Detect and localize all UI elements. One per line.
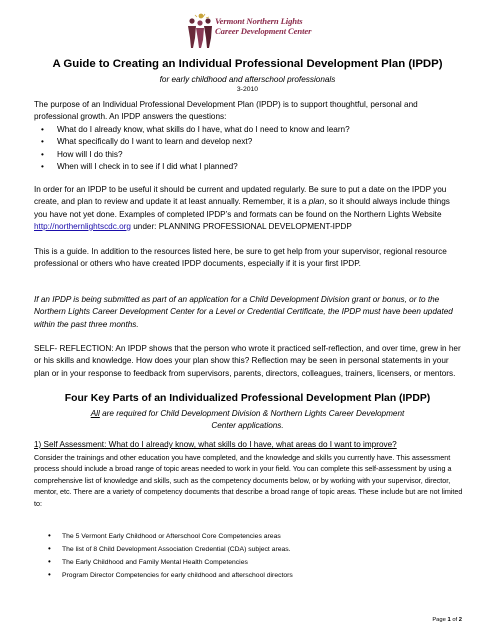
all-emphasis: All [90, 409, 100, 418]
para2-text-a: In order for an IPDP to be useful it should be current and updated regularly. Be sure to put a date on the IPDP you create, and plan to review and update it at least annually. Remember, it is a [34, 185, 447, 207]
list-item: • The 5 Vermont Early Childhood or Afterschool Core Competencies areas [62, 530, 462, 543]
page-of: of [450, 617, 459, 623]
list-item: • The list of 8 Child Development Association Credential (CDA) subject areas. [62, 543, 462, 556]
logo-line-2: Career Development Center [215, 26, 312, 36]
subheading-rest: are required for Child Development Division & Northern Lights Career Development Center applications. [99, 409, 405, 431]
para2-emphasis: plan [308, 197, 325, 207]
self-assessment-heading: 1) Self Assessment: What do I already know, what skills do I have, what areas do I want to improve? [34, 440, 397, 449]
list-item: • Program Director Competencies for early childhood and afterschool directors [62, 569, 462, 582]
guide-paragraph: This is a guide. In addition to the resources listed here, be sure to get help from your supervisor, regional resource professional or others who have created IPDP documents, especially if it is your first IPDP. [34, 247, 447, 269]
people-figures-icon [185, 12, 215, 48]
questions-list [57, 124, 457, 173]
intro-paragraph: The purpose of an Individual Professional Development Plan (IPDP) is to support thoughtful, personal and professional growth. An IPDP answers the questions: [34, 100, 418, 122]
page-total: 2 [458, 617, 462, 623]
section-subheading [80, 408, 415, 433]
self-reflection-paragraph: SELF- REFLECTION: An IPDP shows that the person who wrote it practiced self-reflection, and over time, grew in her or his skills and knowledge. How does your plan show this? Reflection may be seen in personal statements in your plan or in your response to feedback from supervisors, parents, directors, colleagues, trainers, licensers, or mentors. [34, 344, 461, 378]
document-date: 3-2010 [236, 86, 259, 93]
competencies-list [62, 530, 462, 582]
para2-text-c: under: PLANNING PROFESSIONAL DEVELOPMENT-IPDP [130, 221, 352, 231]
currency-paragraph [34, 184, 462, 233]
list-item: • What specifically do I want to learn and develop next? [57, 136, 457, 148]
northern-lights-link[interactable]: http://northernlightscdc.org [34, 221, 131, 231]
logo-line-1: Vermont Northern Lights [215, 16, 303, 26]
self-assessment-body: Consider the trainings and other education you have completed, and the knowledge and skills you currently have. This assessment process should include a broad range of topic areas needed to work in your field. You can complete this self-assessment by using a comprehensive list of knowledge and skills, such as the competency documents below, or by working with your supervisor, director, mentor, etc. There are a variety of competency documents that describe a broad range of topic areas. These include but are not limited to: [34, 453, 463, 508]
page-number [432, 617, 462, 623]
page-current: 1 [447, 617, 451, 623]
list-item: • How will I do this? [57, 149, 457, 161]
document-subtitle: for early childhood and afterschool professionals [159, 75, 336, 84]
vnlcdc-logo [185, 10, 325, 50]
list-item: • The Early Childhood and Family Mental Health Competencies [62, 556, 462, 569]
document-title: A Guide to Creating an Individual Professional Development Plan (IPDP) [52, 58, 443, 70]
submission-note-paragraph: If an IPDP is being submitted as part of an application for a Child Development Division grant or bonus, or to the Northern Lights Career Development Center for a Level or Credential Certificate, the IPDP must have been updated within the past three months. [34, 295, 453, 329]
list-item: • What do I already know, what skills do I have, what do I need to know and learn? [57, 124, 457, 136]
para2-text-b: , so it should always include things you have not yet done. Examples of completed IPDP’s and formats can be found on the Northern Lights Website [34, 197, 450, 219]
page-label: Page [432, 617, 448, 623]
section-heading: Four Key Parts of an Individualized Professional Development Plan (IPDP) [64, 393, 431, 404]
list-item: • When will I check in to see if I did what I planned? [57, 161, 457, 173]
logo-wordmark [215, 16, 311, 36]
